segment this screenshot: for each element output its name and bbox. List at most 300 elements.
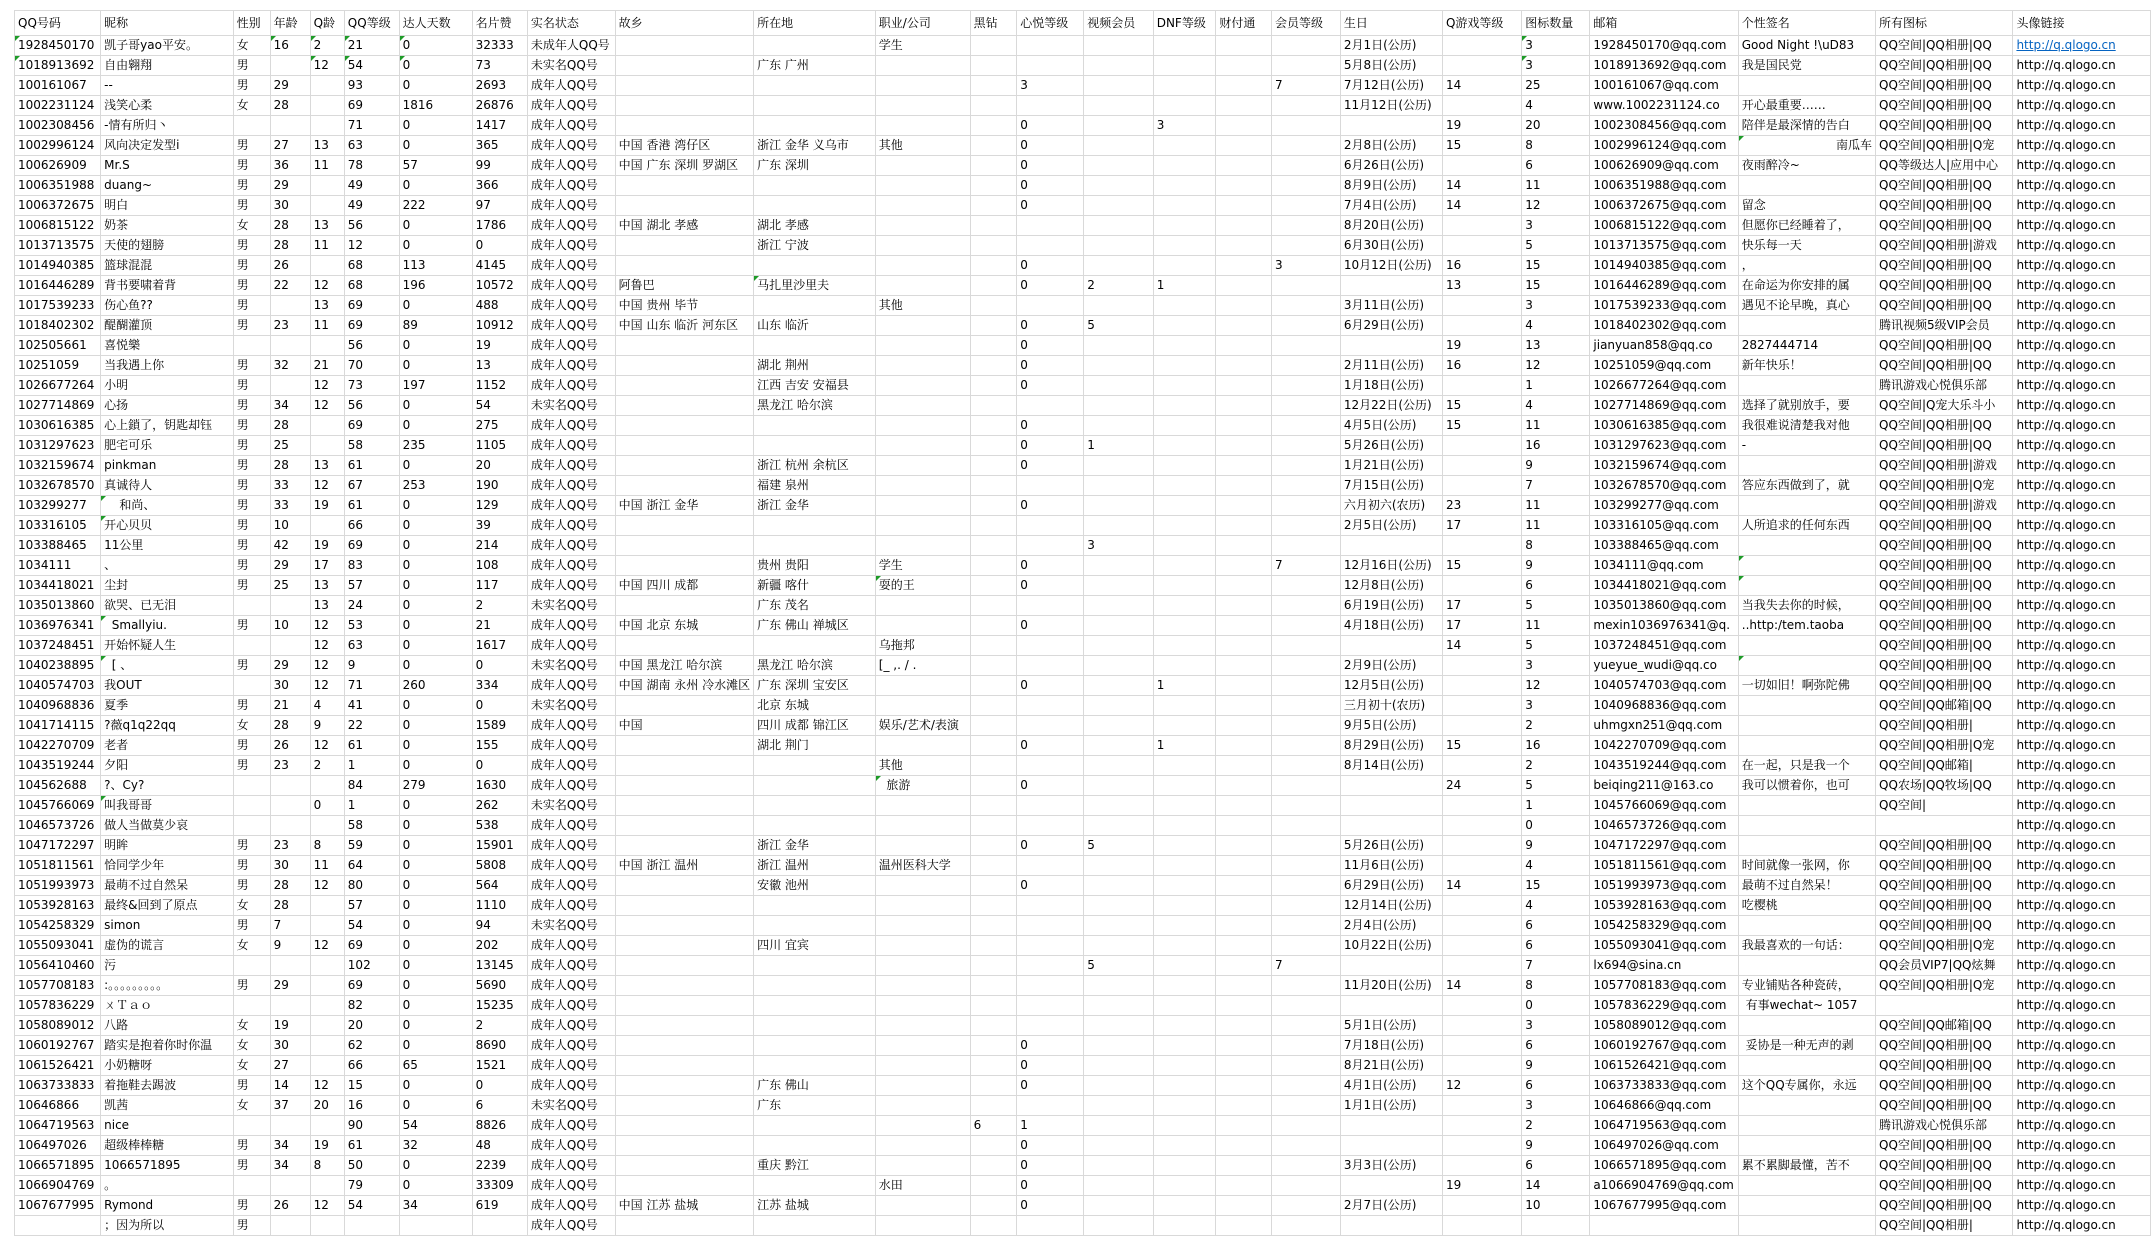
cell-card-likes[interactable]: 8826 bbox=[472, 1116, 527, 1136]
cell-realname-status[interactable]: 成年人QQ号 bbox=[527, 756, 615, 776]
cell-vip-level[interactable]: 7 bbox=[1271, 76, 1340, 96]
cell-nickname[interactable]: 凯子哥yao平安。 bbox=[101, 36, 233, 56]
cell-all-icons[interactable]: QQ空间|QQ相册|QQ bbox=[1876, 1196, 2013, 1216]
cell-job[interactable]: 温州医科大学 bbox=[875, 856, 970, 876]
cell-all-icons[interactable]: QQ空间|QQ相册|QQ bbox=[1876, 576, 2013, 596]
cell-birthday[interactable]: 三月初十(农历) bbox=[1340, 696, 1442, 716]
cell-email[interactable]: 1063733833@qq.com bbox=[1590, 1076, 1738, 1096]
cell-icon-count[interactable]: 0 bbox=[1522, 996, 1590, 1016]
cell-signature[interactable] bbox=[1738, 456, 1875, 476]
cell-realname-status[interactable]: 未实名QQ号 bbox=[527, 796, 615, 816]
cell-signature[interactable] bbox=[1738, 656, 1875, 676]
cell-realname-status[interactable]: 成年人QQ号 bbox=[527, 96, 615, 116]
cell-all-icons[interactable]: QQ空间|QQ相册|QQ bbox=[1876, 856, 2013, 876]
avatar-url-link[interactable]: http://q.qlogo.cn bbox=[2016, 1198, 2116, 1212]
cell-tenpay[interactable] bbox=[1216, 1096, 1272, 1116]
cell-email[interactable]: 1035013860@qq.com bbox=[1590, 596, 1738, 616]
cell-q-age[interactable]: 9 bbox=[310, 716, 344, 736]
cell-all-icons[interactable]: 腾讯游戏心悦俱乐部 bbox=[1876, 376, 2013, 396]
cell-qq-number[interactable]: 1063733833 bbox=[15, 1076, 101, 1096]
cell-dnf-level[interactable] bbox=[1153, 216, 1216, 236]
cell-icon-count[interactable]: 8 bbox=[1522, 976, 1590, 996]
cell-daren-days[interactable]: 0 bbox=[399, 1176, 472, 1196]
cell-job[interactable] bbox=[875, 476, 970, 496]
cell-birthday[interactable]: 2月1日(公历) bbox=[1340, 36, 1442, 56]
cell-black-diamond[interactable] bbox=[970, 1096, 1017, 1116]
cell-age[interactable]: 19 bbox=[270, 1016, 310, 1036]
cell-qq-level[interactable]: 69 bbox=[344, 416, 399, 436]
cell-xinyue-level[interactable]: 0 bbox=[1017, 436, 1084, 456]
cell-gender[interactable]: 男 bbox=[233, 616, 270, 636]
cell-avatar-link[interactable] bbox=[2013, 356, 2151, 376]
cell-nickname[interactable]: ㄨＴａｏ bbox=[101, 996, 233, 1016]
cell-tenpay[interactable] bbox=[1216, 436, 1272, 456]
avatar-url-link[interactable]: http://q.qlogo.cn bbox=[2016, 878, 2116, 892]
cell-icon-count[interactable]: 6 bbox=[1522, 936, 1590, 956]
cell-signature[interactable] bbox=[1738, 736, 1875, 756]
cell-gender[interactable]: 男 bbox=[233, 876, 270, 896]
cell-card-likes[interactable]: 5690 bbox=[472, 976, 527, 996]
cell-black-diamond[interactable] bbox=[970, 336, 1017, 356]
cell-nickname[interactable]: 超级棒棒糖 bbox=[101, 1136, 233, 1156]
cell-daren-days[interactable]: 0 bbox=[399, 796, 472, 816]
cell-tenpay[interactable] bbox=[1216, 416, 1272, 436]
cell-xinyue-level[interactable]: 0 bbox=[1017, 496, 1084, 516]
cell-location[interactable]: 福建 泉州 bbox=[754, 476, 876, 496]
cell-realname-status[interactable]: 未实名QQ号 bbox=[527, 56, 615, 76]
cell-location[interactable]: 浙江 金华 bbox=[754, 836, 876, 856]
cell-black-diamond[interactable] bbox=[970, 476, 1017, 496]
avatar-url-link[interactable]: http://q.qlogo.cn bbox=[2016, 1018, 2116, 1032]
cell-location[interactable]: 广东 深圳 宝安区 bbox=[754, 676, 876, 696]
cell-avatar-link[interactable] bbox=[2013, 396, 2151, 416]
cell-xinyue-level[interactable] bbox=[1017, 916, 1084, 936]
cell-card-likes[interactable]: 334 bbox=[472, 676, 527, 696]
cell-dnf-level[interactable] bbox=[1153, 1196, 1216, 1216]
cell-vip-level[interactable] bbox=[1271, 876, 1340, 896]
cell-card-likes[interactable]: 2693 bbox=[472, 76, 527, 96]
cell-job[interactable] bbox=[875, 116, 970, 136]
cell-daren-days[interactable]: 0 bbox=[399, 236, 472, 256]
cell-vip-level[interactable] bbox=[1271, 56, 1340, 76]
cell-email[interactable]: 1030616385@qq.com bbox=[1590, 416, 1738, 436]
cell-hometown[interactable] bbox=[615, 976, 753, 996]
cell-email[interactable]: 1006815122@qq.com bbox=[1590, 216, 1738, 236]
cell-hometown[interactable]: 中国 湖北 孝感 bbox=[615, 216, 753, 236]
cell-tenpay[interactable] bbox=[1216, 896, 1272, 916]
cell-hometown[interactable] bbox=[615, 36, 753, 56]
cell-hometown[interactable]: 中国 贵州 毕节 bbox=[615, 296, 753, 316]
cell-realname-status[interactable]: 成年人QQ号 bbox=[527, 436, 615, 456]
cell-xinyue-level[interactable]: 0 bbox=[1017, 616, 1084, 636]
cell-daren-days[interactable]: 34 bbox=[399, 1196, 472, 1216]
cell-card-likes[interactable]: 4145 bbox=[472, 256, 527, 276]
cell-qgame-level[interactable] bbox=[1442, 156, 1521, 176]
cell-dnf-level[interactable] bbox=[1153, 776, 1216, 796]
cell-signature[interactable] bbox=[1738, 836, 1875, 856]
avatar-url-link[interactable]: http://q.qlogo.cn bbox=[2016, 1218, 2116, 1232]
cell-video-vip[interactable] bbox=[1084, 176, 1153, 196]
cell-q-age[interactable] bbox=[310, 916, 344, 936]
avatar-url-link[interactable]: http://q.qlogo.cn bbox=[2016, 738, 2116, 752]
cell-daren-days[interactable]: 0 bbox=[399, 396, 472, 416]
cell-realname-status[interactable]: 成年人QQ号 bbox=[527, 276, 615, 296]
cell-age[interactable]: 22 bbox=[270, 276, 310, 296]
cell-avatar-link[interactable] bbox=[2013, 1136, 2151, 1156]
cell-card-likes[interactable]: 10912 bbox=[472, 316, 527, 336]
cell-vip-level[interactable] bbox=[1271, 636, 1340, 656]
cell-nickname[interactable]: 最萌不过自然呆 bbox=[101, 876, 233, 896]
cell-email[interactable]: 1031297623@qq.com bbox=[1590, 436, 1738, 456]
cell-realname-status[interactable]: 成年人QQ号 bbox=[527, 1156, 615, 1176]
cell-signature[interactable] bbox=[1738, 916, 1875, 936]
cell-gender[interactable]: 男 bbox=[233, 1156, 270, 1176]
cell-birthday[interactable]: 3月11日(公历) bbox=[1340, 296, 1442, 316]
cell-tenpay[interactable] bbox=[1216, 816, 1272, 836]
cell-hometown[interactable]: 中国 湖南 永州 冷水滩区 bbox=[615, 676, 753, 696]
cell-job[interactable] bbox=[875, 796, 970, 816]
cell-location[interactable]: 广东 广州 bbox=[754, 56, 876, 76]
cell-nickname[interactable]: 和尚、 bbox=[101, 496, 233, 516]
cell-birthday[interactable]: 8月9日(公历) bbox=[1340, 176, 1442, 196]
cell-realname-status[interactable]: 成年人QQ号 bbox=[527, 1176, 615, 1196]
cell-email[interactable]: 1026677264@qq.com bbox=[1590, 376, 1738, 396]
cell-icon-count[interactable]: 11 bbox=[1522, 616, 1590, 636]
cell-dnf-level[interactable] bbox=[1153, 636, 1216, 656]
cell-black-diamond[interactable] bbox=[970, 856, 1017, 876]
cell-age[interactable]: 36 bbox=[270, 156, 310, 176]
avatar-url-link[interactable]: http://q.qlogo.cn bbox=[2016, 1178, 2116, 1192]
cell-job[interactable]: 其他 bbox=[875, 296, 970, 316]
cell-hometown[interactable] bbox=[615, 476, 753, 496]
cell-location[interactable] bbox=[754, 96, 876, 116]
cell-qq-number[interactable]: 1061526421 bbox=[15, 1056, 101, 1076]
cell-tenpay[interactable] bbox=[1216, 1036, 1272, 1056]
cell-vip-level[interactable] bbox=[1271, 976, 1340, 996]
cell-age[interactable]: 29 bbox=[270, 976, 310, 996]
cell-realname-status[interactable]: 成年人QQ号 bbox=[527, 456, 615, 476]
cell-birthday[interactable] bbox=[1340, 336, 1442, 356]
cell-icon-count[interactable]: 5 bbox=[1522, 776, 1590, 796]
cell-video-vip[interactable] bbox=[1084, 716, 1153, 736]
cell-nickname[interactable]: 八路 bbox=[101, 1016, 233, 1036]
cell-xinyue-level[interactable]: 0 bbox=[1017, 316, 1084, 336]
cell-all-icons[interactable]: QQ空间|QQ相册|QQ bbox=[1876, 336, 2013, 356]
cell-vip-level[interactable] bbox=[1271, 456, 1340, 476]
cell-birthday[interactable]: 12月5日(公历) bbox=[1340, 676, 1442, 696]
cell-daren-days[interactable]: 0 bbox=[399, 576, 472, 596]
cell-all-icons[interactable]: QQ空间|QQ相册|QQ bbox=[1876, 656, 2013, 676]
cell-dnf-level[interactable] bbox=[1153, 556, 1216, 576]
cell-signature[interactable]: 一切如旧！啊弥陀佛 bbox=[1738, 676, 1875, 696]
cell-gender[interactable]: 男 bbox=[233, 156, 270, 176]
avatar-url-link[interactable]: http://q.qlogo.cn bbox=[2016, 658, 2116, 672]
avatar-url-link[interactable]: http://q.qlogo.cn bbox=[2016, 1078, 2116, 1092]
cell-gender[interactable]: 男 bbox=[233, 916, 270, 936]
cell-all-icons[interactable]: QQ空间|QQ相册|QQ bbox=[1876, 416, 2013, 436]
cell-gender[interactable]: 男 bbox=[233, 1196, 270, 1216]
cell-vip-level[interactable] bbox=[1271, 1056, 1340, 1076]
cell-all-icons[interactable]: QQ空间|QQ相册|QQ bbox=[1876, 896, 2013, 916]
cell-location[interactable]: 江西 吉安 安福县 bbox=[754, 376, 876, 396]
avatar-url-link[interactable]: http://q.qlogo.cn bbox=[2016, 798, 2116, 812]
cell-qq-level[interactable]: 24 bbox=[344, 596, 399, 616]
cell-location[interactable] bbox=[754, 76, 876, 96]
cell-job[interactable] bbox=[875, 516, 970, 536]
cell-job[interactable] bbox=[875, 536, 970, 556]
cell-nickname[interactable]: 小奶糖呀 bbox=[101, 1056, 233, 1076]
avatar-url-link[interactable]: http://q.qlogo.cn bbox=[2016, 1118, 2116, 1132]
cell-gender[interactable]: 男 bbox=[233, 176, 270, 196]
cell-birthday[interactable]: 8月29日(公历) bbox=[1340, 736, 1442, 756]
cell-card-likes[interactable]: 1521 bbox=[472, 1056, 527, 1076]
cell-video-vip[interactable] bbox=[1084, 36, 1153, 56]
cell-qgame-level[interactable]: 24 bbox=[1442, 776, 1521, 796]
cell-hometown[interactable] bbox=[615, 1156, 753, 1176]
cell-email[interactable]: 1034418021@qq.com bbox=[1590, 576, 1738, 596]
avatar-url-link[interactable]: http://q.qlogo.cn bbox=[2016, 818, 2116, 832]
avatar-url-link[interactable]: http://q.qlogo.cn bbox=[2016, 498, 2116, 512]
cell-realname-status[interactable]: 成年人QQ号 bbox=[527, 676, 615, 696]
cell-signature[interactable]: 陪伴是最深情的告白 bbox=[1738, 116, 1875, 136]
avatar-url-link[interactable]: http://q.qlogo.cn bbox=[2016, 538, 2116, 552]
cell-xinyue-level[interactable]: 0 bbox=[1017, 676, 1084, 696]
cell-gender[interactable]: 男 bbox=[233, 356, 270, 376]
cell-icon-count[interactable]: 15 bbox=[1522, 256, 1590, 276]
cell-birthday[interactable] bbox=[1340, 996, 1442, 1016]
cell-age[interactable]: 29 bbox=[270, 176, 310, 196]
cell-q-age[interactable]: 11 bbox=[310, 316, 344, 336]
cell-vip-level[interactable] bbox=[1271, 936, 1340, 956]
cell-qq-level[interactable]: 41 bbox=[344, 696, 399, 716]
cell-dnf-level[interactable] bbox=[1153, 416, 1216, 436]
cell-email[interactable]: 103299277@qq.com bbox=[1590, 496, 1738, 516]
avatar-url-link[interactable]: http://q.qlogo.cn bbox=[2016, 858, 2116, 872]
cell-tenpay[interactable] bbox=[1216, 396, 1272, 416]
cell-all-icons[interactable]: QQ会员VIP7|QQ炫舞 bbox=[1876, 956, 2013, 976]
cell-q-age[interactable]: 12 bbox=[310, 736, 344, 756]
cell-signature[interactable] bbox=[1738, 1056, 1875, 1076]
cell-black-diamond[interactable] bbox=[970, 116, 1017, 136]
cell-card-likes[interactable]: 10572 bbox=[472, 276, 527, 296]
cell-xinyue-level[interactable] bbox=[1017, 536, 1084, 556]
cell-signature[interactable]: 时间就像一张网，你 bbox=[1738, 856, 1875, 876]
cell-location[interactable]: 广东 茂名 bbox=[754, 596, 876, 616]
cell-avatar-link[interactable] bbox=[2013, 476, 2151, 496]
cell-black-diamond[interactable] bbox=[970, 416, 1017, 436]
cell-dnf-level[interactable] bbox=[1153, 656, 1216, 676]
cell-avatar-link[interactable] bbox=[2013, 816, 2151, 836]
cell-location[interactable]: 江苏 盐城 bbox=[754, 1196, 876, 1216]
cell-vip-level[interactable] bbox=[1271, 536, 1340, 556]
cell-vip-level[interactable] bbox=[1271, 436, 1340, 456]
cell-daren-days[interactable]: 0 bbox=[399, 76, 472, 96]
cell-signature[interactable] bbox=[1738, 316, 1875, 336]
cell-video-vip[interactable]: 5 bbox=[1084, 836, 1153, 856]
cell-xinyue-level[interactable] bbox=[1017, 1096, 1084, 1116]
cell-hometown[interactable] bbox=[615, 556, 753, 576]
cell-job[interactable] bbox=[875, 1076, 970, 1096]
cell-realname-status[interactable]: 成年人QQ号 bbox=[527, 496, 615, 516]
cell-tenpay[interactable] bbox=[1216, 296, 1272, 316]
cell-xinyue-level[interactable] bbox=[1017, 816, 1084, 836]
avatar-url-link[interactable]: http://q.qlogo.cn bbox=[2016, 118, 2116, 132]
cell-hometown[interactable] bbox=[615, 416, 753, 436]
cell-vip-level[interactable] bbox=[1271, 776, 1340, 796]
cell-age[interactable] bbox=[270, 956, 310, 976]
cell-birthday[interactable]: 7月12日(公历) bbox=[1340, 76, 1442, 96]
cell-icon-count[interactable]: 5 bbox=[1522, 236, 1590, 256]
cell-all-icons[interactable]: QQ空间|QQ相册|QQ bbox=[1876, 1096, 2013, 1116]
cell-qq-number[interactable]: 10646866 bbox=[15, 1096, 101, 1116]
cell-gender[interactable]: 男 bbox=[233, 436, 270, 456]
cell-card-likes[interactable]: 0 bbox=[472, 756, 527, 776]
cell-q-age[interactable]: 2 bbox=[310, 36, 344, 56]
cell-signature[interactable] bbox=[1738, 1176, 1875, 1196]
cell-icon-count[interactable]: 14 bbox=[1522, 1176, 1590, 1196]
cell-qq-number[interactable]: 102505661 bbox=[15, 336, 101, 356]
cell-hometown[interactable] bbox=[615, 696, 753, 716]
cell-q-age[interactable]: 13 bbox=[310, 216, 344, 236]
cell-email[interactable]: 1013713575@qq.com bbox=[1590, 236, 1738, 256]
cell-icon-count[interactable]: 6 bbox=[1522, 1076, 1590, 1096]
cell-daren-days[interactable]: 0 bbox=[399, 536, 472, 556]
cell-card-likes[interactable]: 155 bbox=[472, 736, 527, 756]
cell-dnf-level[interactable] bbox=[1153, 856, 1216, 876]
cell-video-vip[interactable] bbox=[1084, 656, 1153, 676]
cell-vip-level[interactable] bbox=[1271, 116, 1340, 136]
cell-job[interactable] bbox=[875, 76, 970, 96]
cell-vip-level[interactable]: 3 bbox=[1271, 256, 1340, 276]
avatar-url-link[interactable]: http://q.qlogo.cn bbox=[2016, 698, 2116, 712]
cell-avatar-link[interactable] bbox=[2013, 1056, 2151, 1076]
cell-dnf-level[interactable] bbox=[1153, 376, 1216, 396]
cell-icon-count[interactable]: 4 bbox=[1522, 896, 1590, 916]
cell-gender[interactable]: 男 bbox=[233, 756, 270, 776]
cell-hometown[interactable] bbox=[615, 936, 753, 956]
cell-email[interactable]: 1054258329@qq.com bbox=[1590, 916, 1738, 936]
cell-location[interactable]: 北京 东城 bbox=[754, 696, 876, 716]
cell-qgame-level[interactable] bbox=[1442, 956, 1521, 976]
cell-signature[interactable]: 我最喜欢的一句话： bbox=[1738, 936, 1875, 956]
cell-realname-status[interactable]: 成年人QQ号 bbox=[527, 416, 615, 436]
cell-birthday[interactable]: 6月19日(公历) bbox=[1340, 596, 1442, 616]
cell-qgame-level[interactable] bbox=[1442, 1136, 1521, 1156]
cell-qq-level[interactable]: 64 bbox=[344, 856, 399, 876]
cell-vip-level[interactable] bbox=[1271, 916, 1340, 936]
column-header-xinyue-level[interactable]: 心悦等级 bbox=[1017, 11, 1084, 36]
cell-email[interactable]: 1043519244@qq.com bbox=[1590, 756, 1738, 776]
cell-vip-level[interactable] bbox=[1271, 296, 1340, 316]
cell-card-likes[interactable]: 15901 bbox=[472, 836, 527, 856]
cell-card-likes[interactable]: 73 bbox=[472, 56, 527, 76]
cell-qq-number[interactable]: 1037248451 bbox=[15, 636, 101, 656]
cell-realname-status[interactable]: 未实名QQ号 bbox=[527, 696, 615, 716]
cell-daren-days[interactable]: 0 bbox=[399, 896, 472, 916]
cell-hometown[interactable] bbox=[615, 376, 753, 396]
cell-qgame-level[interactable]: 23 bbox=[1442, 496, 1521, 516]
cell-gender[interactable]: 男 bbox=[233, 736, 270, 756]
cell-tenpay[interactable] bbox=[1216, 1056, 1272, 1076]
cell-avatar-link[interactable] bbox=[2013, 636, 2151, 656]
cell-email[interactable]: 1027714869@qq.com bbox=[1590, 396, 1738, 416]
cell-location[interactable] bbox=[754, 536, 876, 556]
cell-qq-number[interactable]: 10251059 bbox=[15, 356, 101, 376]
cell-gender[interactable]: 女 bbox=[233, 1056, 270, 1076]
cell-job[interactable]: 水田 bbox=[875, 1176, 970, 1196]
cell-qq-level[interactable]: 68 bbox=[344, 256, 399, 276]
cell-xinyue-level[interactable]: 0 bbox=[1017, 356, 1084, 376]
cell-q-age[interactable] bbox=[310, 96, 344, 116]
cell-birthday[interactable]: 9月5日(公历) bbox=[1340, 716, 1442, 736]
cell-age[interactable]: 34 bbox=[270, 396, 310, 416]
cell-black-diamond[interactable] bbox=[970, 1136, 1017, 1156]
cell-birthday[interactable]: 六月初六(农历) bbox=[1340, 496, 1442, 516]
cell-qq-number[interactable]: 1032678570 bbox=[15, 476, 101, 496]
cell-icon-count[interactable]: 4 bbox=[1522, 856, 1590, 876]
cell-signature[interactable]: Good Night !\uD83 bbox=[1738, 36, 1875, 56]
cell-qgame-level[interactable]: 14 bbox=[1442, 636, 1521, 656]
cell-realname-status[interactable]: 成年人QQ号 bbox=[527, 736, 615, 756]
cell-avatar-link[interactable] bbox=[2013, 996, 2151, 1016]
cell-xinyue-level[interactable] bbox=[1017, 796, 1084, 816]
cell-avatar-link[interactable] bbox=[2013, 736, 2151, 756]
cell-daren-days[interactable]: 0 bbox=[399, 596, 472, 616]
cell-qgame-level[interactable]: 15 bbox=[1442, 136, 1521, 156]
cell-daren-days[interactable]: 0 bbox=[399, 1096, 472, 1116]
cell-job[interactable] bbox=[875, 1156, 970, 1176]
cell-dnf-level[interactable] bbox=[1153, 176, 1216, 196]
cell-job[interactable] bbox=[875, 836, 970, 856]
cell-video-vip[interactable] bbox=[1084, 476, 1153, 496]
cell-realname-status[interactable]: 成年人QQ号 bbox=[527, 876, 615, 896]
cell-video-vip[interactable] bbox=[1084, 1016, 1153, 1036]
cell-black-diamond[interactable] bbox=[970, 816, 1017, 836]
cell-email[interactable]: 1051811561@qq.com bbox=[1590, 856, 1738, 876]
cell-video-vip[interactable] bbox=[1084, 456, 1153, 476]
cell-xinyue-level[interactable]: 0 bbox=[1017, 156, 1084, 176]
avatar-url-link[interactable]: http://q.qlogo.cn bbox=[2016, 678, 2116, 692]
cell-icon-count[interactable]: 12 bbox=[1522, 676, 1590, 696]
cell-avatar-link[interactable] bbox=[2013, 336, 2151, 356]
cell-avatar-link[interactable] bbox=[2013, 956, 2151, 976]
cell-gender[interactable]: 男 bbox=[233, 656, 270, 676]
cell-email[interactable]: 1066571895@qq.com bbox=[1590, 1156, 1738, 1176]
cell-age[interactable]: 28 bbox=[270, 896, 310, 916]
cell-q-age[interactable]: 17 bbox=[310, 556, 344, 576]
cell-black-diamond[interactable] bbox=[970, 376, 1017, 396]
cell-qq-level[interactable]: 71 bbox=[344, 116, 399, 136]
cell-video-vip[interactable] bbox=[1084, 636, 1153, 656]
cell-avatar-link[interactable] bbox=[2013, 196, 2151, 216]
cell-qq-level[interactable]: 16 bbox=[344, 1096, 399, 1116]
avatar-url-link[interactable]: http://q.qlogo.cn bbox=[2016, 598, 2116, 612]
cell-qq-number[interactable]: 1018402302 bbox=[15, 316, 101, 336]
cell-qq-level[interactable]: 53 bbox=[344, 616, 399, 636]
cell-birthday[interactable]: 2月7日(公历) bbox=[1340, 1196, 1442, 1216]
column-header-all-icons[interactable]: 所有图标 bbox=[1876, 11, 2013, 36]
cell-email[interactable]: a1066904769@qq.com bbox=[1590, 1176, 1738, 1196]
cell-location[interactable] bbox=[754, 1016, 876, 1036]
cell-tenpay[interactable] bbox=[1216, 876, 1272, 896]
cell-job[interactable]: 学生 bbox=[875, 36, 970, 56]
cell-card-likes[interactable]: 20 bbox=[472, 456, 527, 476]
cell-job[interactable] bbox=[875, 276, 970, 296]
cell-tenpay[interactable] bbox=[1216, 636, 1272, 656]
cell-nickname[interactable]: 醍醐灌顶 bbox=[101, 316, 233, 336]
cell-hometown[interactable] bbox=[615, 256, 753, 276]
cell-vip-level[interactable] bbox=[1271, 416, 1340, 436]
